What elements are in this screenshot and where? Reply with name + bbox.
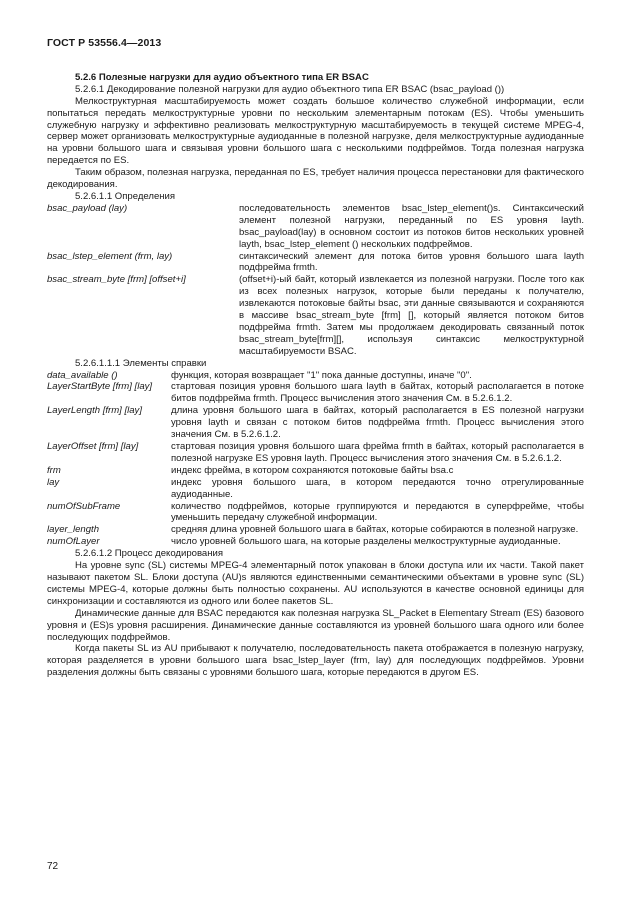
reference-term: numOfLayer [47,536,100,548]
reference-title: 5.2.6.1.1.1 Элементы справки [75,357,207,369]
document-page [47,38,584,679]
reference-term: lay [47,476,60,488]
reference-term: LayerOffset [frm] [lay] [47,441,139,452]
reference-desc: средняя длина уровней большого шага в байтах, которые собираются в полезной нагрузке. [171,524,579,536]
page-number: 72 [47,861,59,872]
reference-desc: стартовая позиция уровня большого шага layth в байтах, который располагается в потоке битов подфрейма frmth. Процесс вычисления этого значения См. в 5.2.6.1.2. [171,381,584,405]
reference-row [47,370,584,382]
definition-term: bsac_payload (lay) [47,202,128,214]
reference-row [47,405,584,441]
definition-term: bsac_stream_byte [frm] [offset+i] [47,274,186,286]
reference-term: numOfSubFrame [47,500,121,512]
reference-desc: стартовая позиция уровня большого шага фрейма frmth в байтах, который располагается в полезной нагрузке ES уровня layth. Процесс вычисления этого значения См. в 5.2.6.1.2. [171,441,584,464]
paragraph-5: Когда пакеты SL из AU прибывают к получателю, последовательность пакета отображается в полезную нагрузку, которая разделяется в уровни большого шага bsac_lstep_layer (frm, lay) для последующих подфреймов. Уровни разделения должны быть связаны с уровнями большого шага, которые передаются в другом ES. [47,643,584,679]
definition-desc: последовательность элементов bsac_lstep_element()s. Синтаксический элемент полезной нагрузки, переданный по ES уровня layth. bsac_payload(lay) в основном состоит из потоков битов нескольких уровней layth, bsac_lstep_element () нескольких подфреймов. [239,202,584,250]
section-heading: 5.2.6 Полезные нагрузки для аудио объектного типа ER BSAC [75,71,369,83]
definition-desc: (offset+i)-ый байт, который извлекается из полезной нагрузки. После того как из всех полезных нагрузок, которые были переданы к получателю, извлекаются потоковые байты bsac, эти данные связываются и сохраняются в массиве bsac_stream_byte [frm] [], который является потоком битов подфрейма frmth. Затем мы продолжаем декодировать связанный поток bsac_stream_byte[frm][], используя синтаксис мелкоструктурной масштабируемости BSAC. [239,274,584,357]
subsection-title: 5.2.6.1 Декодирование полезной нагрузки для аудио объектного типа ER BSAC (bsac_payload ()) [75,83,505,95]
definition-term: bsac_lstep_element (frm, lay) [47,250,173,262]
reference-desc: индекс фрейма, в котором сохраняются потоковые байты bsa.c [171,464,454,476]
process-title: 5.2.6.1.2 Процесс декодирования [75,548,223,560]
reference-row [47,477,584,501]
definition-row [47,274,584,357]
reference-row [47,501,584,525]
definition-row [47,203,584,251]
paragraph-3: На уровне sync (SL) системы MPEG-4 элементарный поток упакован в блоки доступа или их части. Такой пакет называют пакетом SL. Блоки доступа (AU)s являются единственными семантическими объектами в уровне sync (SL) системы MPEG-4, которые должны быть полностью сохранены. AU используются в качестве основной единицы для синхронизации и составляются из одного или более пакетов SL. [47,560,584,607]
reference-desc: длина уровня большого шага в байтах, который располагается в ES полезной нагрузки уровня layth и связан с потоком битов подфрейма frmth. Процесс вычисления этого значения См. в 5.2.6.1.2. [171,405,584,441]
reference-desc: функция, которая возвращает "1" пока данные доступны, иначе "0". [171,369,472,381]
paragraph-2: Таким образом, полезная нагрузка, переданная по ES, требует наличия процесса перестановки для фактического декодирования. [47,167,584,191]
reference-row [47,441,584,465]
reference-term: LayerStartByte [frm] [lay] [47,381,153,393]
paragraph-4: Динамические данные для BSAC передаются как полезная нагрузка SL_Packet в Elementary Stream (ES) базового уровня и (ES)s уровня расширения. Динамические данные составляются из уровней большого шага одного или более последующих подфреймов. [47,607,584,643]
reference-desc: число уровней большого шага, на которые разделены мелкоструктурные аудиоданные. [171,536,561,548]
paragraph-1: Мелкоструктурная масштабируемость может создать большое количество служебной информации, если попытаться передать мелкоструктурные уровни по нескольким элементарным потокам (ES). Чтобы уменьшить служебную нагрузку и эффективно реализовать мелкоструктурную масштабируемость в текущей системе MPEG-4, сервер может организовать мелкоструктурные аудиоданные в полезной нагрузке, деля мелкоструктурные аудиоданные на уровни большого шага и связывая уровни большого шага с несколькими подфреймов. Тогда полезная нагрузка передается по ES. [47,95,584,167]
reference-row [47,465,584,477]
reference-desc: количество подфреймов, которые группируются и передаются в суперфрейме, чтобы уменьшить передачу служебной информации. [171,500,584,524]
document-header: ГОСТ Р 53556.4—2013 [47,37,162,49]
reference-term: layer_length [47,524,100,536]
reference-term: frm [47,464,61,476]
definitions-title: 5.2.6.1.1 Определения [75,190,176,202]
reference-term: LayerLength [frm] [lay] [47,405,142,417]
definition-row [47,251,584,275]
definition-desc: синтаксический элемент для потока битов уровня большого шага layth подфрейма frmth. [239,250,584,274]
reference-desc: индекс уровня большого шага, в котором передаются точно отрегулированные аудиоданные. [171,476,584,500]
reference-row [47,381,584,405]
reference-term: data_available () [47,369,118,381]
reference-row [47,536,584,548]
reference-row [47,524,584,536]
